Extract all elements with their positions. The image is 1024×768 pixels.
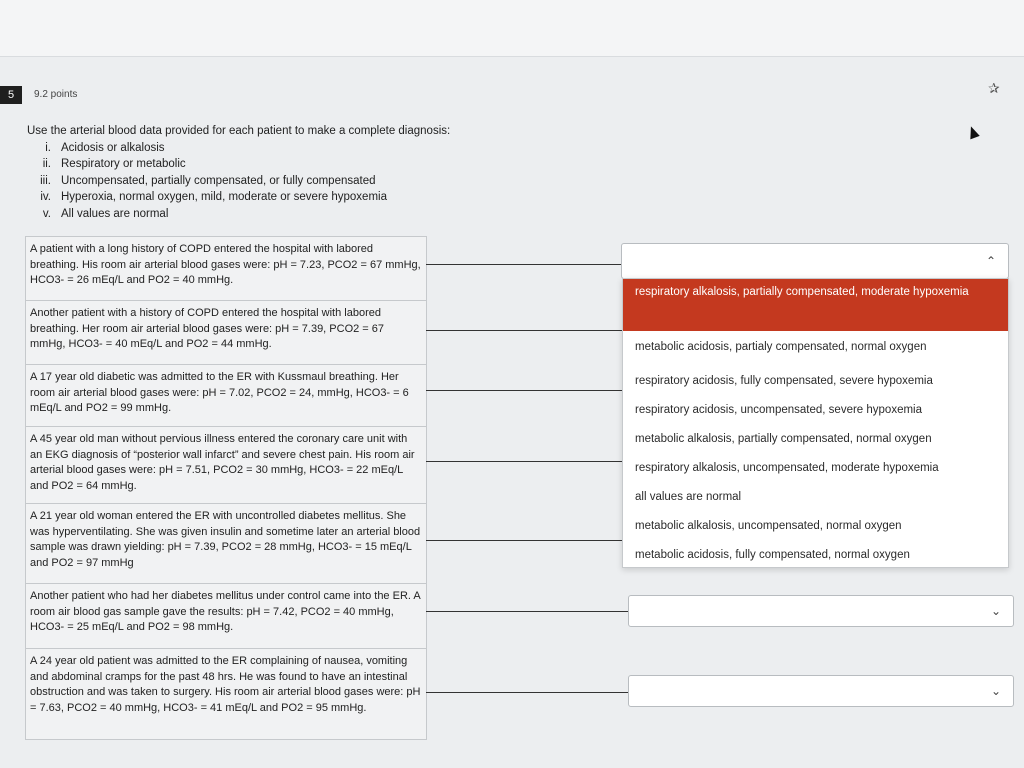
connector-line <box>426 461 622 462</box>
answer-select-open[interactable] <box>621 243 1009 279</box>
instructions <box>27 123 450 222</box>
connector-line <box>426 264 622 265</box>
case-list <box>25 236 427 740</box>
dropdown-option-selected[interactable]: respiratory alkalosis, partially compensated, moderate hypoxemia <box>623 279 1008 331</box>
chevron-down-icon[interactable]: ⌄ <box>990 684 1001 698</box>
case-item: Another patient who had her diabetes mellitus under control came into the ER. A room air blood gas sample gave the results: pH = 7.42, PCO2 = 40 mmHg, HCO3- = 25 mEq/L and PO2 = 98 mmHg. <box>26 584 426 649</box>
answer-select[interactable] <box>628 675 1014 707</box>
criteria-item: iv. Hyperoxia, normal oxygen, mild, moderate or severe hypoxemia <box>40 191 387 203</box>
connector-line <box>426 330 622 331</box>
case-item: A 17 year old diabetic was admitted to the ER with Kussmaul breathing. Her room air arterial blood gases were: pH = 7.02, PCO2 = 24, mmHg, HCO3- = 6 mEq/L and PO2 = 99 mmHg. <box>26 365 426 427</box>
case-item: A 21 year old woman entered the ER with uncontrolled diabetes mellitus. She was hyperventilating. She was given insulin and sometime later an arterial blood sample was drawn yielding: pH = 7.39, PCO2 = 28 mmHg, HCO3- = 15 mEq/L and PO2 = 97 mmHg <box>26 504 426 584</box>
case-item: A patient with a long history of COPD entered the hospital with labored breathing. His room air arterial blood gases were: pH = 7.23, PCO2 = 67 mmHg, HCO3- = 26 mEq/L and PO2 = 40 mmHg. <box>26 237 426 301</box>
case-item: A 24 year old patient was admitted to the ER complaining of nausea, vomiting and abdominal cramps for the past 48 hrs. He was found to have an intestinal obstruction and was taken to surgery. His room air arterial blood gases were: pH = 7.63, PCO2 = 40 mmHg, HCO3- = 41 mEq/L and PO2 = 95 mmHg. <box>30 655 421 714</box>
chevron-up-icon[interactable]: ⌃ <box>985 254 996 268</box>
connector-line <box>426 390 622 391</box>
criteria-item: i. Acidosis or alkalosis <box>45 141 165 154</box>
case-item: A 45 year old man without pervious illness entered the coronary care unit with an EKG diagnosis of “posterior wall infarct” and severe chest pain. His room air arterial blood gases were: pH = 7.51, PCO2 = 30 mmHg, HCO3- = 22 mEq/L and PO2 = 64 mmHg. <box>26 427 426 504</box>
answer-select[interactable] <box>628 595 1014 627</box>
dropdown-option[interactable]: metabolic alkalosis, partially compensated, normal oxygen <box>635 433 932 445</box>
question-points: 9.2 points <box>34 89 78 100</box>
criteria-item: iii. Uncompensated, partially compensated, or fully compensated <box>40 174 376 187</box>
criteria-list <box>27 140 450 223</box>
dropdown-option[interactable]: respiratory alkalosis, uncompensated, moderate hypoxemia <box>635 462 939 474</box>
pin-icon[interactable]: ✰ <box>988 80 1000 96</box>
criteria-item: v. All values are normal <box>42 207 169 220</box>
case-item: Another patient with a history of COPD entered the hospital with labored breathing. Her room air arterial blood gases were: pH = 7.39, PCO2 = 67 mmHg, HCO3- = 40 mEq/L and PO2 = 44 mmHg. <box>26 301 426 365</box>
dropdown-option[interactable]: metabolic acidosis, partialy compensated, normal oxygen <box>635 341 927 353</box>
criteria-item: ii. Respiratory or metabolic <box>42 158 186 170</box>
chevron-down-icon[interactable]: ⌄ <box>990 604 1001 618</box>
connector-line <box>426 611 628 612</box>
connector-line <box>426 692 628 693</box>
dropdown-option[interactable]: metabolic acidosis, fully compensated, normal oxygen <box>635 549 910 561</box>
instructions-prompt: Use the arterial blood data provided for each patient to make a complete diagnosis: <box>27 125 451 137</box>
dropdown-menu <box>622 278 1009 568</box>
dropdown-option[interactable]: respiratory acidosis, uncompensated, severe hypoxemia <box>635 404 923 416</box>
dropdown-option[interactable]: metabolic alkalosis, uncompensated, normal oxygen <box>635 520 902 532</box>
dropdown-option[interactable]: all values are normal <box>635 491 742 503</box>
question-number: 5 <box>0 86 22 104</box>
top-bar <box>0 0 1024 57</box>
connector-line <box>426 540 622 541</box>
dropdown-option[interactable]: respiratory acidosis, fully compensated, severe hypoxemia <box>635 375 933 387</box>
mouse-cursor-icon <box>966 125 980 140</box>
